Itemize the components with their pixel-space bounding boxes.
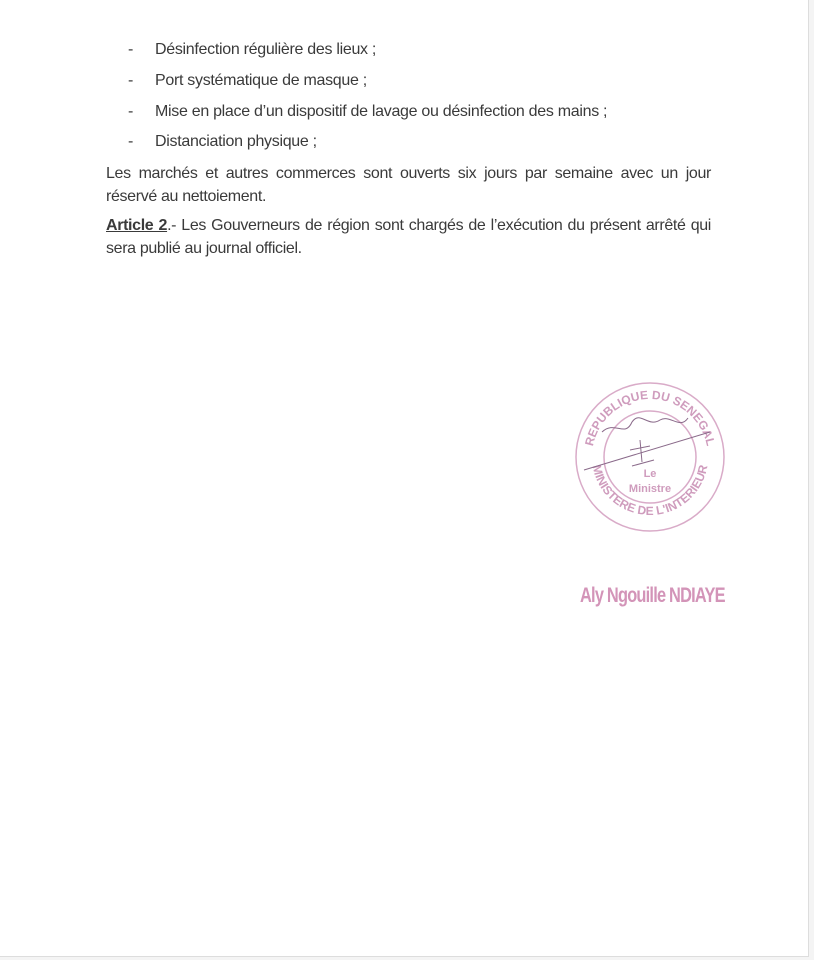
article-2-text: .- Les Gouverneurs de région sont chargés de l’exécution du présent arrêté qui sera publié au journal officiel.	[106, 217, 711, 257]
article-2-label: Article 2	[106, 217, 168, 234]
markets-paragraph: Les marchés et autres commerces sont ouverts six jours par semaine avec un jour réservé au nettoiement.	[106, 165, 711, 205]
list-bullet: -	[128, 72, 134, 89]
stamp-center-ministre: Ministre	[628, 483, 672, 495]
list-bullet: -	[128, 103, 134, 120]
list-item: Port systématique de masque ;	[155, 72, 367, 89]
stamp-top-text: REPUBLIQUE DU SENEGAL	[582, 387, 718, 448]
list-item: Désinfection régulière des lieux ;	[155, 41, 377, 58]
official-stamp	[570, 380, 730, 535]
stamp-bottom-text: MINISTERE DE L'INTERIEUR	[589, 463, 711, 519]
stamp-center-le: Le	[643, 468, 657, 480]
signatory-name: Aly Ngouille NDIAYE	[580, 584, 725, 607]
article-2-paragraph	[106, 214, 711, 260]
list-bullet: -	[128, 41, 134, 58]
list-bullet: -	[128, 133, 134, 150]
list-item: Mise en place d’un dispositif de lavage ou désinfection des mains ;	[155, 103, 608, 120]
list-item: Distanciation physique ;	[155, 133, 317, 150]
